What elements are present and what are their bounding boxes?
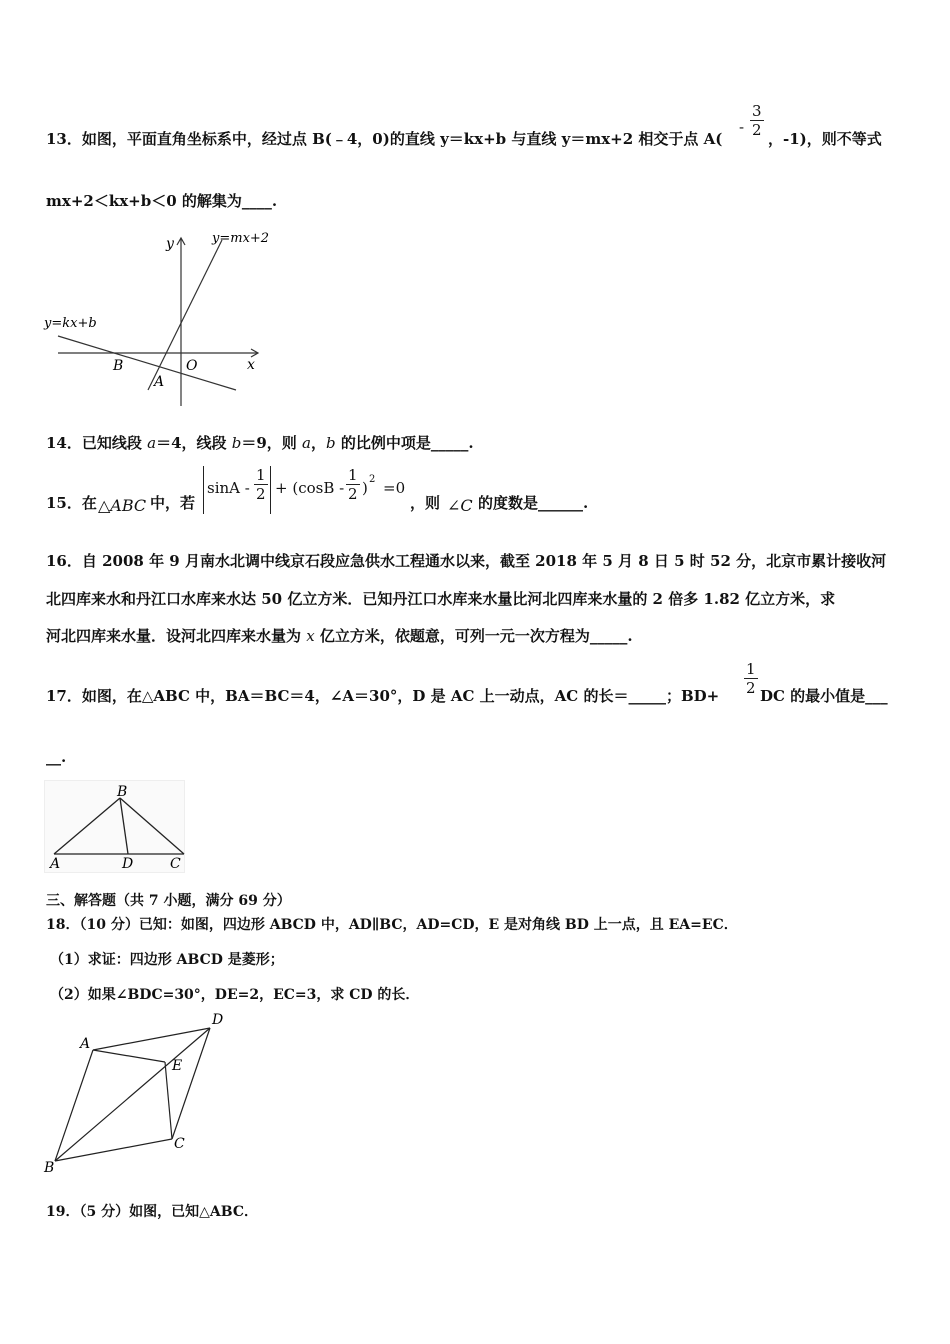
q15-suffix: 的度数是______.: [478, 494, 589, 512]
label-a: A: [50, 856, 61, 872]
q17-line2: __.: [46, 748, 67, 766]
q15-prefix: 15．在: [46, 494, 97, 512]
q15-angle: ∠C: [447, 496, 473, 515]
label-b: B: [113, 358, 124, 374]
label-line-kx: y=kx+b: [44, 316, 97, 331]
q14-line: 14．已知线段 a＝4，线段 b＝9，则 a，b 的比例中项是_____.: [46, 434, 474, 452]
q13-figure: [40, 228, 280, 408]
label-d: D: [212, 1012, 224, 1028]
label-c: C: [174, 1136, 185, 1152]
q15-close-paren: ): [362, 479, 368, 497]
q13-line2: mx+2＜kx+b＜0 的解集为____.: [46, 192, 278, 210]
segment-ae: [93, 1050, 165, 1062]
label-line-mx: y=mx+2: [212, 231, 270, 246]
q13-fraction: [750, 102, 764, 139]
label-b: B: [117, 784, 128, 800]
line-mx-plus-2: [148, 240, 222, 390]
q18-line1: 18．（10 分）已知：如图，四边形 ABCD 中，AD∥BC，AD=CD，E 是对角线 BD 上一点，且 EA=EC．: [46, 917, 738, 933]
q18-line3: （2）如果∠BDC=30°，DE=2，EC=3，求 CD 的长．: [50, 987, 420, 1003]
label-o: O: [186, 358, 198, 374]
label-b: B: [44, 1160, 55, 1176]
label-a: A: [80, 1036, 91, 1052]
q17-line1: 17．如图，在△ABC 中，BA＝BC＝4，∠A＝30°，D 是 AC 上一动点，AC 的长＝_____；BD+: [46, 687, 720, 705]
abs-bar-right: [270, 466, 271, 514]
q15-mid: 中，若: [150, 494, 196, 512]
q16-line3: 河北四库来水量．设河北四库来水量为 x 亿立方米，依题意，可列一元一次方程为_____.: [46, 627, 633, 645]
abs-bar-left: [203, 466, 204, 514]
section-title: 三、解答题（共 7 小题，满分 69 分）: [46, 893, 291, 909]
q15-triangle: △ABC: [98, 496, 147, 515]
segment-ad: [93, 1028, 210, 1050]
q16-line1: 16．自 2008 年 9 月南水北调中线京石段应急供水工程通水以来，截至 2018 年 5 月 8 日 5 时 52 分，北京市累计接收河: [46, 552, 887, 570]
q13-frac-den: 2: [752, 121, 762, 139]
q17-line1-end: DC 的最小值是___: [760, 687, 888, 705]
q13-frac-num: 3: [752, 102, 762, 120]
label-a: A: [154, 374, 165, 390]
q17-figure-bg: [45, 781, 185, 873]
q16-line2: 北四库来水和丹江口水库来水达 50 亿立方米．已知丹江口水库来水量比河北四库来水量的 2 倍多 1.82 亿立方米，求: [46, 590, 836, 608]
q17-fraction: $\frac{1}{2}$: [746, 660, 756, 697]
q13-neg-sign: -: [739, 118, 745, 136]
label-d: D: [122, 856, 134, 872]
q15-half-2: $\frac{1}{2}$: [348, 466, 358, 503]
q15-sin: sinA -: [207, 479, 250, 497]
label-c: C: [170, 856, 181, 872]
q17-figure: [44, 780, 189, 875]
q15-half-1: $\frac{1}{2}$: [256, 466, 266, 503]
q19-line1: 19．（5 分）如图，已知△ABC．: [46, 1204, 258, 1220]
label-x: x: [247, 357, 255, 373]
label-e: E: [172, 1058, 183, 1074]
label-y: y: [166, 236, 174, 252]
q15-plus-cos: + (cosB -: [275, 479, 345, 497]
segment-bc: [55, 1139, 172, 1161]
q13-line1-end: ，-1)，则不等式: [768, 130, 882, 148]
line-kx-plus-b: [58, 336, 236, 390]
q15-then: ，则: [410, 494, 441, 512]
segment-ec: [165, 1062, 172, 1139]
q15-exponent: 2: [369, 474, 376, 485]
q15-eq: =0: [383, 479, 406, 497]
q18-line2: （1）求证：四边形 ABCD 是菱形；: [50, 952, 284, 968]
q13-line1: 13．如图，平面直角坐标系中，经过点 B(﹣4，0)的直线 y＝kx+b 与直线 y＝mx+2 相交于点 A(: [46, 130, 723, 148]
q18-figure: [40, 1008, 240, 1178]
